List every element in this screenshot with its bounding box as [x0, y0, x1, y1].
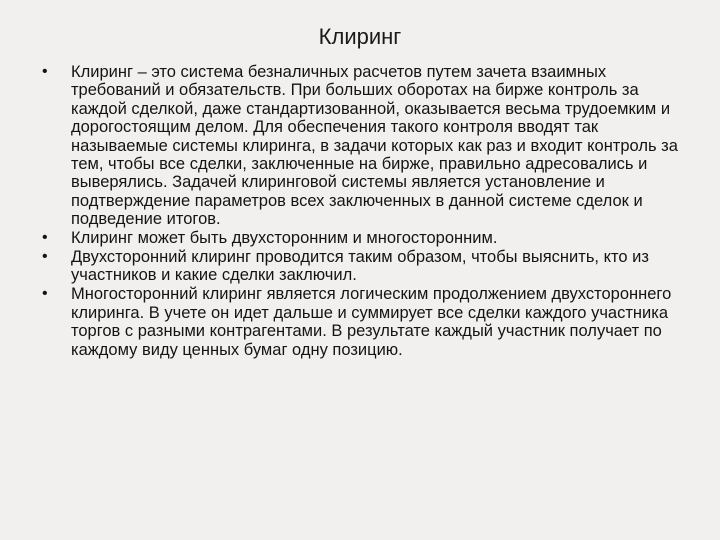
bullet-marker: •: [42, 63, 48, 80]
bullet-marker: •: [42, 229, 48, 247]
bullet-text: Клиринг – это система безналичных расчетов путем зачета взаимных требований и обязательств. При больших оборотах на бирже контроль за каждой сделкой, даже стандартизованной, оказывается весьма трудоемким и дорогостоящим делом. Для обеспечения такого контроля вводят так называемые системы клиринга, в задачи которых как раз и входит контроль за тем, чтобы все сделки, заключенные на бирже, правильно адресовались и выверялись. Задачей клиринговой системы является установление и подтверждение параметров всех заключенных в данной системе сделок и подведение итогов.: [71, 63, 678, 229]
bullet-item-definition: [42, 63, 682, 229]
bullet-marker: •: [42, 285, 48, 303]
bullet-marker: •: [42, 248, 48, 266]
bullet-item-bilateral: [42, 248, 682, 285]
bullet-item-types: [42, 229, 682, 247]
bullet-text: Многосторонний клиринг является логическим продолжением двухстороннего клиринга. В учете он идет дальше и суммирует все сделки каждого участника торгов с разными контрагентами. В результате каждый участник получает по каждому виду ценных бумаг одну позицию.: [71, 285, 672, 359]
bullet-list: [42, 63, 682, 360]
bullet-text: Клиринг может быть двухсторонним и многосторонним.: [71, 229, 498, 248]
bullet-text: Двухсторонний клиринг проводится таким образом, чтобы выяснить, кто из участников и какие сделки заключил.: [71, 248, 649, 285]
bullet-item-multilateral: [42, 285, 682, 359]
slide-title: Клиринг: [318, 24, 402, 49]
